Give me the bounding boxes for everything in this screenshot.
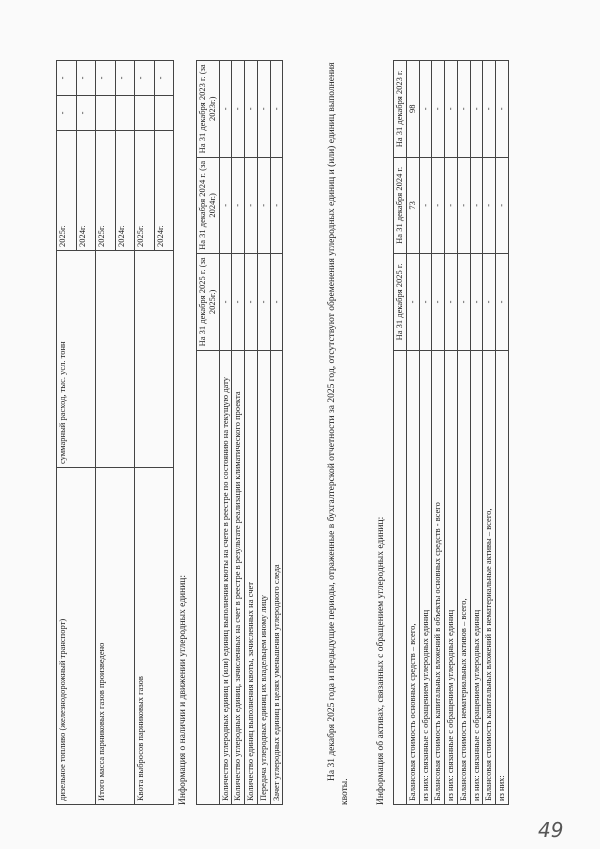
- value-cell: -: [483, 61, 496, 158]
- value-cell: -: [496, 61, 509, 158]
- value-cell: -: [432, 254, 445, 351]
- table-row: [419, 61, 432, 805]
- column-header: На 31 декабря 2025 г.: [394, 254, 407, 351]
- value-cell: -: [232, 157, 245, 254]
- row-label: Балансовая стоимость капитальных вложений в объекты основных средств - всего: [432, 350, 445, 804]
- table-row: [483, 61, 496, 805]
- row-label: Количество углеродных единиц, зачисленных на счет в реестре в результате реализации климатического проекта: [232, 350, 245, 804]
- units-table: [196, 60, 283, 805]
- value-cell: -: [457, 254, 470, 351]
- fuel-row-measure: [135, 251, 174, 468]
- value-cell: -: [419, 157, 432, 254]
- fuel-table-row: [96, 61, 116, 805]
- value-cell: -: [470, 254, 483, 351]
- assets-table: [393, 60, 509, 805]
- value-cell: -: [432, 61, 445, 158]
- page-number-handwritten: 49: [538, 818, 564, 842]
- column-header: На 31 декабря 2025 г. (за 2025г.): [197, 254, 220, 351]
- column-header: На 31 декабря 2024 г.: [394, 157, 407, 254]
- value-cell: -: [245, 254, 258, 351]
- fuel-value-cell: -: [96, 61, 116, 96]
- table-row: [257, 61, 270, 805]
- value-cell: -: [232, 254, 245, 351]
- fuel-value-cell: [135, 96, 155, 131]
- value-cell: -: [245, 157, 258, 254]
- value-cell: -: [419, 254, 432, 351]
- value-cell: -: [445, 254, 458, 351]
- fuel-value-cell: [96, 96, 116, 131]
- value-cell: -: [483, 254, 496, 351]
- header-blank-cell: [197, 350, 220, 804]
- table-row: [445, 61, 458, 805]
- column-header: На 31 декабря 2024 г. (за 2024г.): [197, 157, 220, 254]
- fuel-table: [56, 60, 174, 805]
- value-cell: -: [257, 61, 270, 158]
- value-cell: -: [219, 157, 232, 254]
- value-cell: -: [470, 61, 483, 158]
- assets-caption: Информация об активах, связанных с обращением углеродных единиц:: [376, 516, 386, 805]
- row-label: из них: связанные с обращением углеродных единиц: [470, 350, 483, 804]
- value-cell: -: [257, 254, 270, 351]
- table-row: [470, 61, 483, 805]
- value-cell: -: [445, 157, 458, 254]
- fuel-value-cell: -: [76, 61, 96, 96]
- encumbrance-paragraph: На 31 декабря 2025 года и предыдущие периоды, отраженные в бухгалтерской отчетности за 2025 год, отсутствуют обременения углеродных единиц и (или) единиц выполнения квоты.: [327, 62, 351, 805]
- value-cell: -: [496, 254, 509, 351]
- row-label: из них: связанные с обращением углеродных единиц: [445, 350, 458, 804]
- fuel-year-cell: 2024г.: [76, 131, 96, 251]
- fuel-year-cell: 2025г.: [135, 131, 155, 251]
- rotated-content: [50, 50, 570, 810]
- value-cell: -: [232, 61, 245, 158]
- value-cell: 98: [406, 61, 419, 158]
- table-row: [245, 61, 258, 805]
- table-row: [219, 61, 232, 805]
- value-cell: -: [470, 157, 483, 254]
- fuel-table-row: [135, 61, 155, 805]
- fuel-year-cell: 2025г.: [96, 131, 116, 251]
- row-label: Количество единиц выполнения квоты, зачисленных на счет: [245, 350, 258, 804]
- fuel-value-cell: [115, 96, 135, 131]
- row-label: Передача углеродных единиц их владельцем иному лицу: [257, 350, 270, 804]
- fuel-value-cell: [154, 96, 174, 131]
- value-cell: -: [270, 61, 283, 158]
- value-cell: -: [406, 254, 419, 351]
- fuel-year-cell: 2024г.: [115, 131, 135, 251]
- value-cell: -: [257, 157, 270, 254]
- value-cell: -: [219, 61, 232, 158]
- row-label: из них: связанные с обращением углеродных единиц: [419, 350, 432, 804]
- fuel-value-cell: -: [115, 61, 135, 96]
- fuel-row-measure: суммарный расход, тыс. усл. тонн: [57, 251, 96, 468]
- value-cell: -: [270, 254, 283, 351]
- fuel-row-label: Итого масса парниковых газов произведено: [96, 468, 135, 805]
- table-row: [496, 61, 509, 805]
- fuel-value-cell: -: [154, 61, 174, 96]
- table-row: [457, 61, 470, 805]
- fuel-row-label: дизельное топливо (железнодорожный транспорт): [57, 468, 96, 805]
- value-cell: 73: [406, 157, 419, 254]
- value-cell: -: [483, 157, 496, 254]
- fuel-value-cell: -: [135, 61, 155, 96]
- value-cell: -: [457, 157, 470, 254]
- row-label: Балансовая стоимость основных средств – всего,: [406, 350, 419, 804]
- value-cell: -: [270, 157, 283, 254]
- value-cell: -: [245, 61, 258, 158]
- fuel-year-cell: 2025г.: [57, 131, 77, 251]
- table-header-row: [394, 61, 407, 805]
- table-row: [432, 61, 445, 805]
- column-header: На 31 декабря 2023 г. (за 2023г.): [197, 61, 220, 158]
- fuel-value-cell: -: [76, 96, 96, 131]
- row-label: Зачет углеродных единиц в целях уменьшения углеродного следа: [270, 350, 283, 804]
- table-header-row: [197, 61, 220, 805]
- fuel-row-label: Квота выбросов парниковых газов: [135, 468, 174, 805]
- fuel-year-cell: 2024г.: [154, 131, 174, 251]
- table-row: [406, 61, 419, 805]
- row-label: Количество углеродных единиц и (или) единиц выполнения квоты на счете в реестре по состоянию на текущую дату: [219, 350, 232, 804]
- fuel-value-cell: -: [57, 61, 77, 96]
- value-cell: -: [419, 61, 432, 158]
- value-cell: -: [219, 254, 232, 351]
- value-cell: -: [445, 61, 458, 158]
- fuel-value-cell: -: [57, 96, 77, 131]
- value-cell: -: [496, 157, 509, 254]
- row-label: Балансовая стоимость нематериальных активов – всего,: [457, 350, 470, 804]
- header-blank-cell: [394, 350, 407, 804]
- units-caption: Информация о наличии и движении углеродных единиц:: [178, 574, 188, 805]
- fuel-table-row: [57, 61, 77, 805]
- row-label: из них:: [496, 350, 509, 804]
- table-row: [232, 61, 245, 805]
- table-row: [270, 61, 283, 805]
- column-header: На 31 декабря 2023 г.: [394, 61, 407, 158]
- row-label: Балансовая стоимость капитальных вложений в нематериальные активы – всего,: [483, 350, 496, 804]
- fuel-row-measure: [96, 251, 135, 468]
- value-cell: -: [457, 61, 470, 158]
- value-cell: -: [432, 157, 445, 254]
